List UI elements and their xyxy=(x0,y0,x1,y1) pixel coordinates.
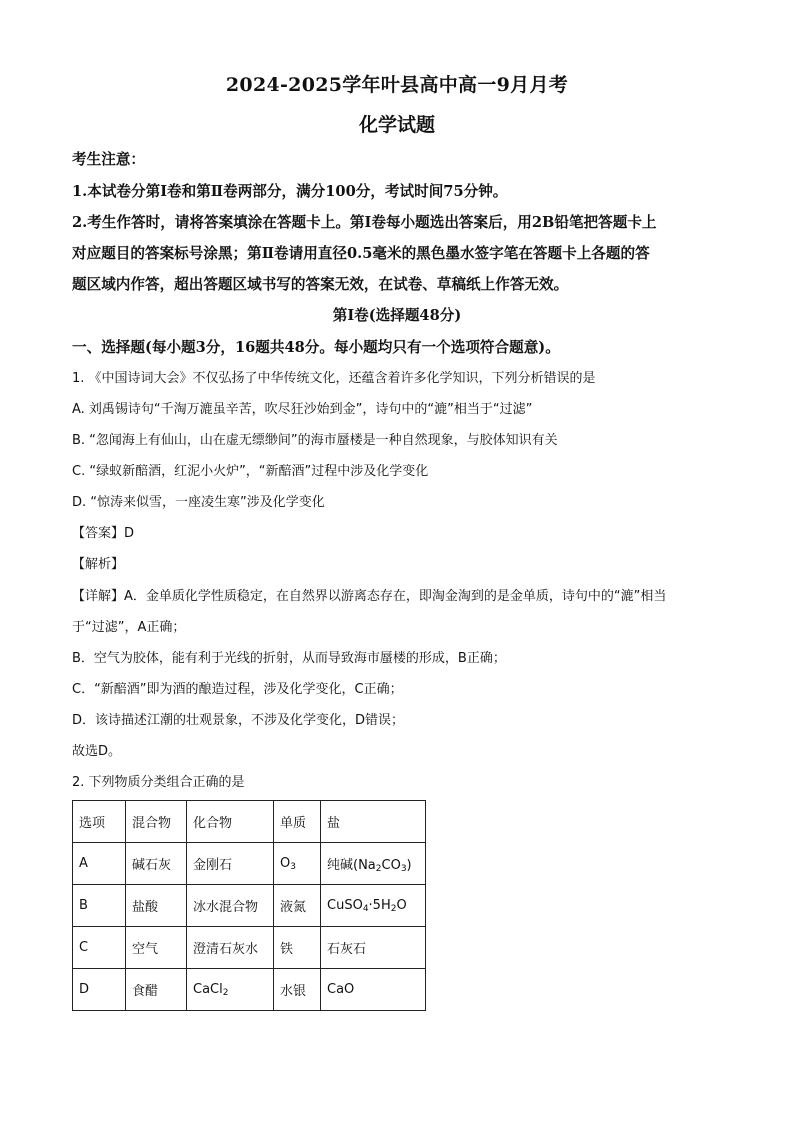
table-cell-element: 水银 xyxy=(274,969,321,1011)
table-header-cell: 选项 xyxy=(73,801,126,843)
exam-subtitle: 化学试题 xyxy=(358,114,435,136)
q1-detail-5: D．该诗描述江潮的壮观景象，不涉及化学变化，D错误； xyxy=(72,713,405,728)
table-cell-mixture: 盐酸 xyxy=(126,885,187,927)
notice-line-2c: 题区域内作答，超出答题区域书写的答案无效，在试卷、草稿纸上作答无效。 xyxy=(72,276,569,293)
table-cell-element: 铁 xyxy=(274,927,321,969)
q1-analysis-label: 【解析】 xyxy=(72,557,125,572)
table-cell-mixture: 碱石灰 xyxy=(126,843,187,885)
formula-part: CO xyxy=(381,858,401,873)
table-cell-mixture: 空气 xyxy=(126,927,187,969)
table-row xyxy=(73,927,426,969)
formula-subscript: 2 xyxy=(390,904,397,914)
formula-part: O xyxy=(280,856,291,871)
formula-part: CaCl xyxy=(193,982,223,997)
formula-part: 纯碱(Na xyxy=(327,858,376,873)
table-cell-salt: CaO xyxy=(321,969,426,1011)
table-cell-compound: 澄清石灰水 xyxy=(187,927,274,969)
exam-title: 2024-2025学年叶县高中高一9月月考 xyxy=(225,74,569,96)
notice-heading: 考生注意： xyxy=(72,151,145,168)
notice-line-2b: 对应题目的答案标号涂黑；第Ⅱ卷请用直径0.5毫米的黑色墨水签字笔在答题卡上各题的答 xyxy=(72,245,650,262)
formula-part: CuSO xyxy=(327,898,363,913)
table-row xyxy=(73,843,426,885)
formula-subscript: 2 xyxy=(222,988,229,998)
formula-subscript: 4 xyxy=(362,904,369,914)
table-cell-compound: 冰水混合物 xyxy=(187,885,274,927)
q1-option-b: B. “忽闻海上有仙山，山在虚无缥缈间”的海市蜃楼是一种自然现象，与胶体知识有关 xyxy=(72,433,558,448)
section-title: 第Ⅰ卷(选择题48分) xyxy=(332,307,462,324)
table-cell-compound: 金刚石 xyxy=(187,843,274,885)
q1-detail-3: B．空气为胶体，能有利于光线的折射，从而导致海市蜃楼的形成，B正确； xyxy=(72,651,506,666)
table-cell-salt xyxy=(321,885,426,927)
table-cell-compound xyxy=(187,969,274,1011)
q1-option-a: A. 刘禹锡诗句“千淘万漉虽辛苦，吹尽狂沙始到金”，诗句中的“漉”相当于“过滤” xyxy=(72,402,533,417)
q2-stem: 2. 下列物质分类组合正确的是 xyxy=(72,775,245,790)
q1-detail-1: 【详解】A．金单质化学性质稳定，在自然界以游离态存在，即淘金淘到的是金单质，诗句中的“漉”相当 xyxy=(72,589,667,604)
q1-detail-2: 于“过滤”，A正确； xyxy=(72,620,186,635)
formula-part: ·5H xyxy=(368,898,391,913)
table-cell-mixture: 食醋 xyxy=(126,969,187,1011)
q1-option-d: D. “惊涛来似雪，一座凌生寒”涉及化学变化 xyxy=(72,495,325,510)
table-header-row xyxy=(73,801,426,843)
formula-part: ) xyxy=(406,858,412,873)
table-cell-option: D xyxy=(73,969,126,1011)
table-row xyxy=(73,969,426,1011)
q1-detail-4: C．“新醅酒”即为酒的酿造过程，涉及化学变化，C正确； xyxy=(72,682,403,697)
table-header-cell: 盐 xyxy=(321,801,426,843)
table-header-cell: 单质 xyxy=(274,801,321,843)
q1-option-c: C. “绿蚁新醅酒，红泥小火炉”，“新醅酒”过程中涉及化学变化 xyxy=(72,464,429,479)
notice-line-2a: 2.考生作答时，请将答案填涂在答题卡上。第Ⅰ卷每小题选出答案后，用2B铅笔把答题卡上 xyxy=(72,214,657,231)
q1-stem: 1. 《中国诗词大会》不仅弘扬了中华传统文化，还蕴含着许多化学知识，下列分析错误的是 xyxy=(72,371,596,386)
q1-answer: 【答案】D xyxy=(72,526,135,541)
table-cell-option: C xyxy=(73,927,126,969)
formula-part: O xyxy=(396,898,407,913)
table-cell-element xyxy=(274,843,321,885)
table-row xyxy=(73,885,426,927)
formula-subscript: 3 xyxy=(290,862,296,872)
formula-subscript: 3 xyxy=(400,864,407,874)
table-cell-salt: 石灰石 xyxy=(321,927,426,969)
table-cell-element: 液氮 xyxy=(274,885,321,927)
table-header-cell: 混合物 xyxy=(126,801,187,843)
notice-line-1: 1.本试卷分第Ⅰ卷和第Ⅱ卷两部分，满分100分，考试时间75分钟。 xyxy=(72,183,508,200)
table-cell-salt xyxy=(321,843,426,885)
table-cell-option: A xyxy=(73,843,126,885)
table-header-cell: 化合物 xyxy=(187,801,274,843)
q1-conclusion: 故选D。 xyxy=(72,744,122,759)
table-cell-option: B xyxy=(73,885,126,927)
formula-subscript: 2 xyxy=(375,864,382,874)
classification-table xyxy=(72,800,426,1011)
section-instruction: 一、选择题(每小题3分，16题共48分。每小题均只有一个选项符合题意)。 xyxy=(72,339,560,356)
